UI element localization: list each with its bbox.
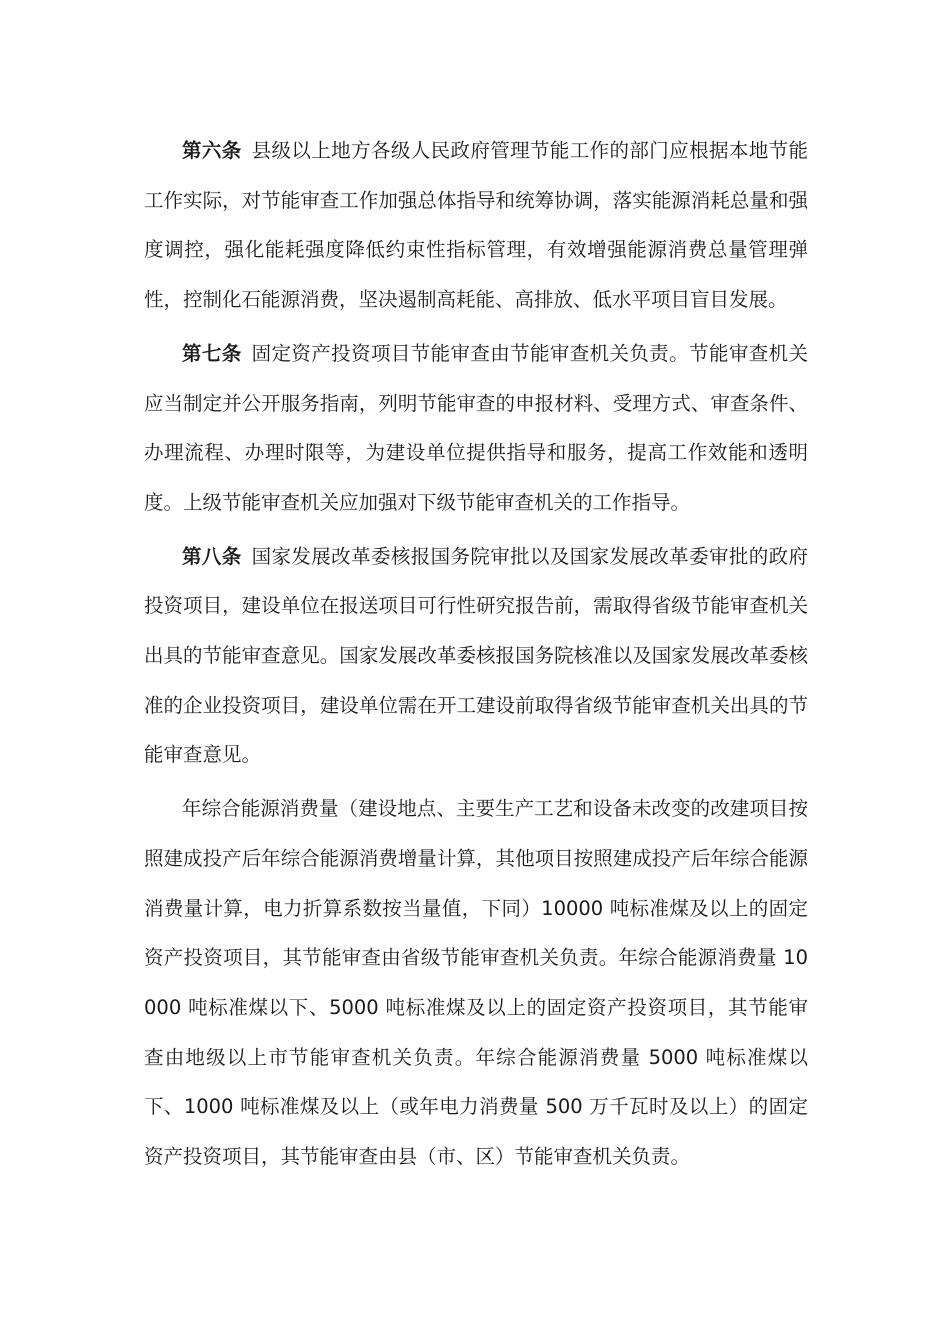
article-7-paragraph: [144, 329, 808, 528]
consumption-threshold-paragraph: [144, 784, 808, 1182]
article-number: 第八条: [182, 544, 242, 568]
article-number: 第六条: [182, 139, 242, 162]
article-text: 固定资产投资项目节能审查由节能审查机关负责。节能审查机关应当制定并公开服务指南，列明节能审查的申报材料、受理方式、审查条件、办理流程、办理时限等，为建设单位提供指导和服务，提高工作效能和透明度。上级节能审查机关应加强对下级节能审查机关的工作指导。: [144, 341, 808, 514]
paragraph-text: 年综合能源消费量（建设地点、主要生产工艺和设备未改变的改建项目按照建成投产后年综合能源消费增量计算，其他项目按照建成投产后年综合能源消费量计算，电力折算系数按当量值，下同）10000 吨标准煤及以上的固定资产投资项目，其节能审查由省级节能审查机关负责。年综合能源消费量 10000 吨标准煤以下、5000 吨标准煤及以上的固定资产投资项目，其节能审查由地级以上市节能审查机关负责。年综合能源消费量 5000 吨标准煤以下、1000 吨标准煤及以上（或年电力消费量 500 万千瓦时及以上）的固定资产投资项目，其节能审查由县（市、区）节能审查机关负责。: [144, 797, 808, 1169]
article-number: 第七条: [182, 341, 242, 365]
article-text: 县级以上地方各级人民政府管理节能工作的部门应根据本地节能工作实际，对节能审查工作加强总体指导和统筹协调，落实能源消耗总量和强度调控，强化能耗强度降低约束性指标管理，有效增强能源消费总量管理弹性，控制化石能源消费，坚决遏制高耗能、高排放、低水平项目盲目发展。: [144, 139, 808, 312]
article-8-paragraph: [144, 532, 808, 781]
article-text: 国家发展改革委核报国务院审批以及国家发展改革委审批的政府投资项目，建设单位在报送项目可行性研究报告前，需取得省级节能审查机关出具的节能审查意见。国家发展改革委核报国务院核准以及国家发展改革委核准的企业投资项目，建设单位需在开工建设前取得省级节能审查机关出具的节能审查意见。: [144, 544, 808, 767]
article-6-paragraph: [144, 126, 808, 325]
document-body: [144, 126, 808, 1186]
